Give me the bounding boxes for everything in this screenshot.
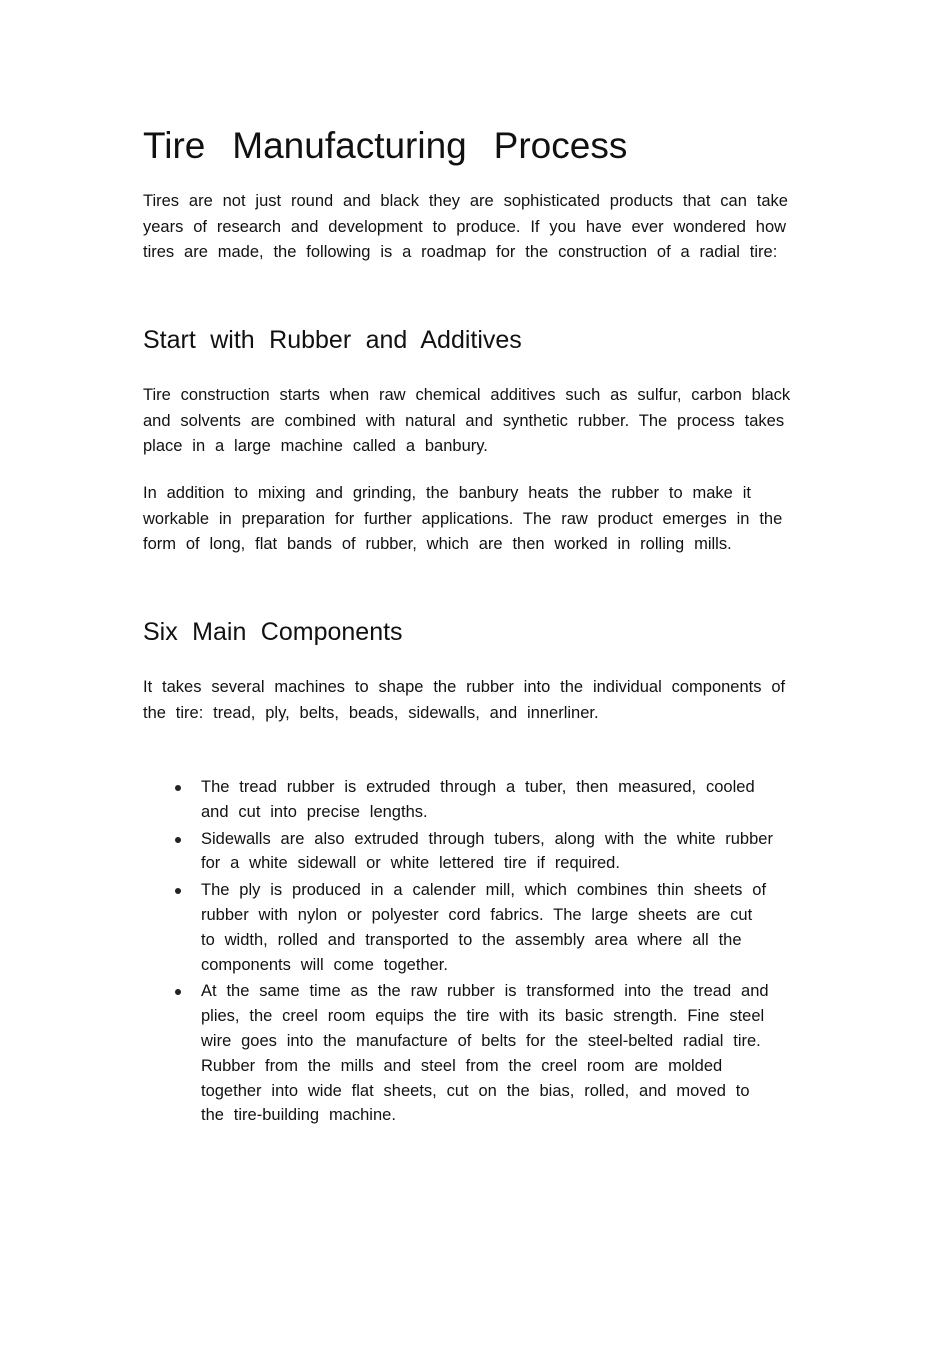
page-title: Tire Manufacturing Process	[143, 125, 628, 166]
bullet-icon	[175, 837, 181, 843]
list-item-text: The tread rubber is extruded through a tuber, then measured, cooled and cut into precise lengths.	[201, 778, 755, 821]
section-heading-rubber-additives: Start with Rubber and Additives	[143, 326, 522, 354]
list-item	[143, 775, 773, 825]
bullet-icon	[175, 785, 181, 791]
list-item	[143, 979, 773, 1128]
bullet-icon	[175, 989, 181, 995]
list-item	[143, 878, 773, 977]
list-item	[143, 827, 773, 877]
components-bullet-list	[143, 775, 795, 1130]
intro-paragraph: Tires are not just round and black they are sophisticated products that can take years of research and development to produce. If you have ever wondered how tires are made, the following is a roadmap for the construction of a radial tire:	[143, 192, 788, 261]
section-heading-six-components: Six Main Components	[143, 618, 403, 646]
rubber-additives-paragraph-2: In addition to mixing and grinding, the banbury heats the rubber to make it workable in preparation for further applications. The raw product emerges in the form of long, flat bands of rubber, which are then worked in rolling mills.	[143, 484, 783, 553]
list-item-text: Sidewalls are also extruded through tubers, along with the white rubber for a white sidewall or white lettered tire if required.	[201, 829, 773, 873]
list-item-text: At the same time as the raw rubber is transformed into the tread and plies, the creel room equips the tire with its basic strength. Fine steel wire goes into the manufacture of belts for the steel-belted radial tire. Rubber from the mills and steel from the creel room are molded together into wide flat sheets, cut on the bias, rolled, and moved to the tire-building machine.	[201, 982, 769, 1125]
bullet-icon	[175, 888, 181, 894]
list-item-text: The ply is produced in a calender mill, which combines thin sheets of rubber with nylon or polyester cord fabrics. The large sheets are cut to width, rolled and transported to the assembly area where all the components will come together.	[201, 881, 767, 974]
six-components-paragraph: It takes several machines to shape the rubber into the individual components of the tire: tread, ply, belts, beads, sidewalls, and innerliner.	[143, 678, 786, 722]
rubber-additives-paragraph-1: Tire construction starts when raw chemical additives such as sulfur, carbon black and solvents are combined with natural and synthetic rubber. The process takes place in a large machine called a banbury.	[143, 386, 791, 455]
